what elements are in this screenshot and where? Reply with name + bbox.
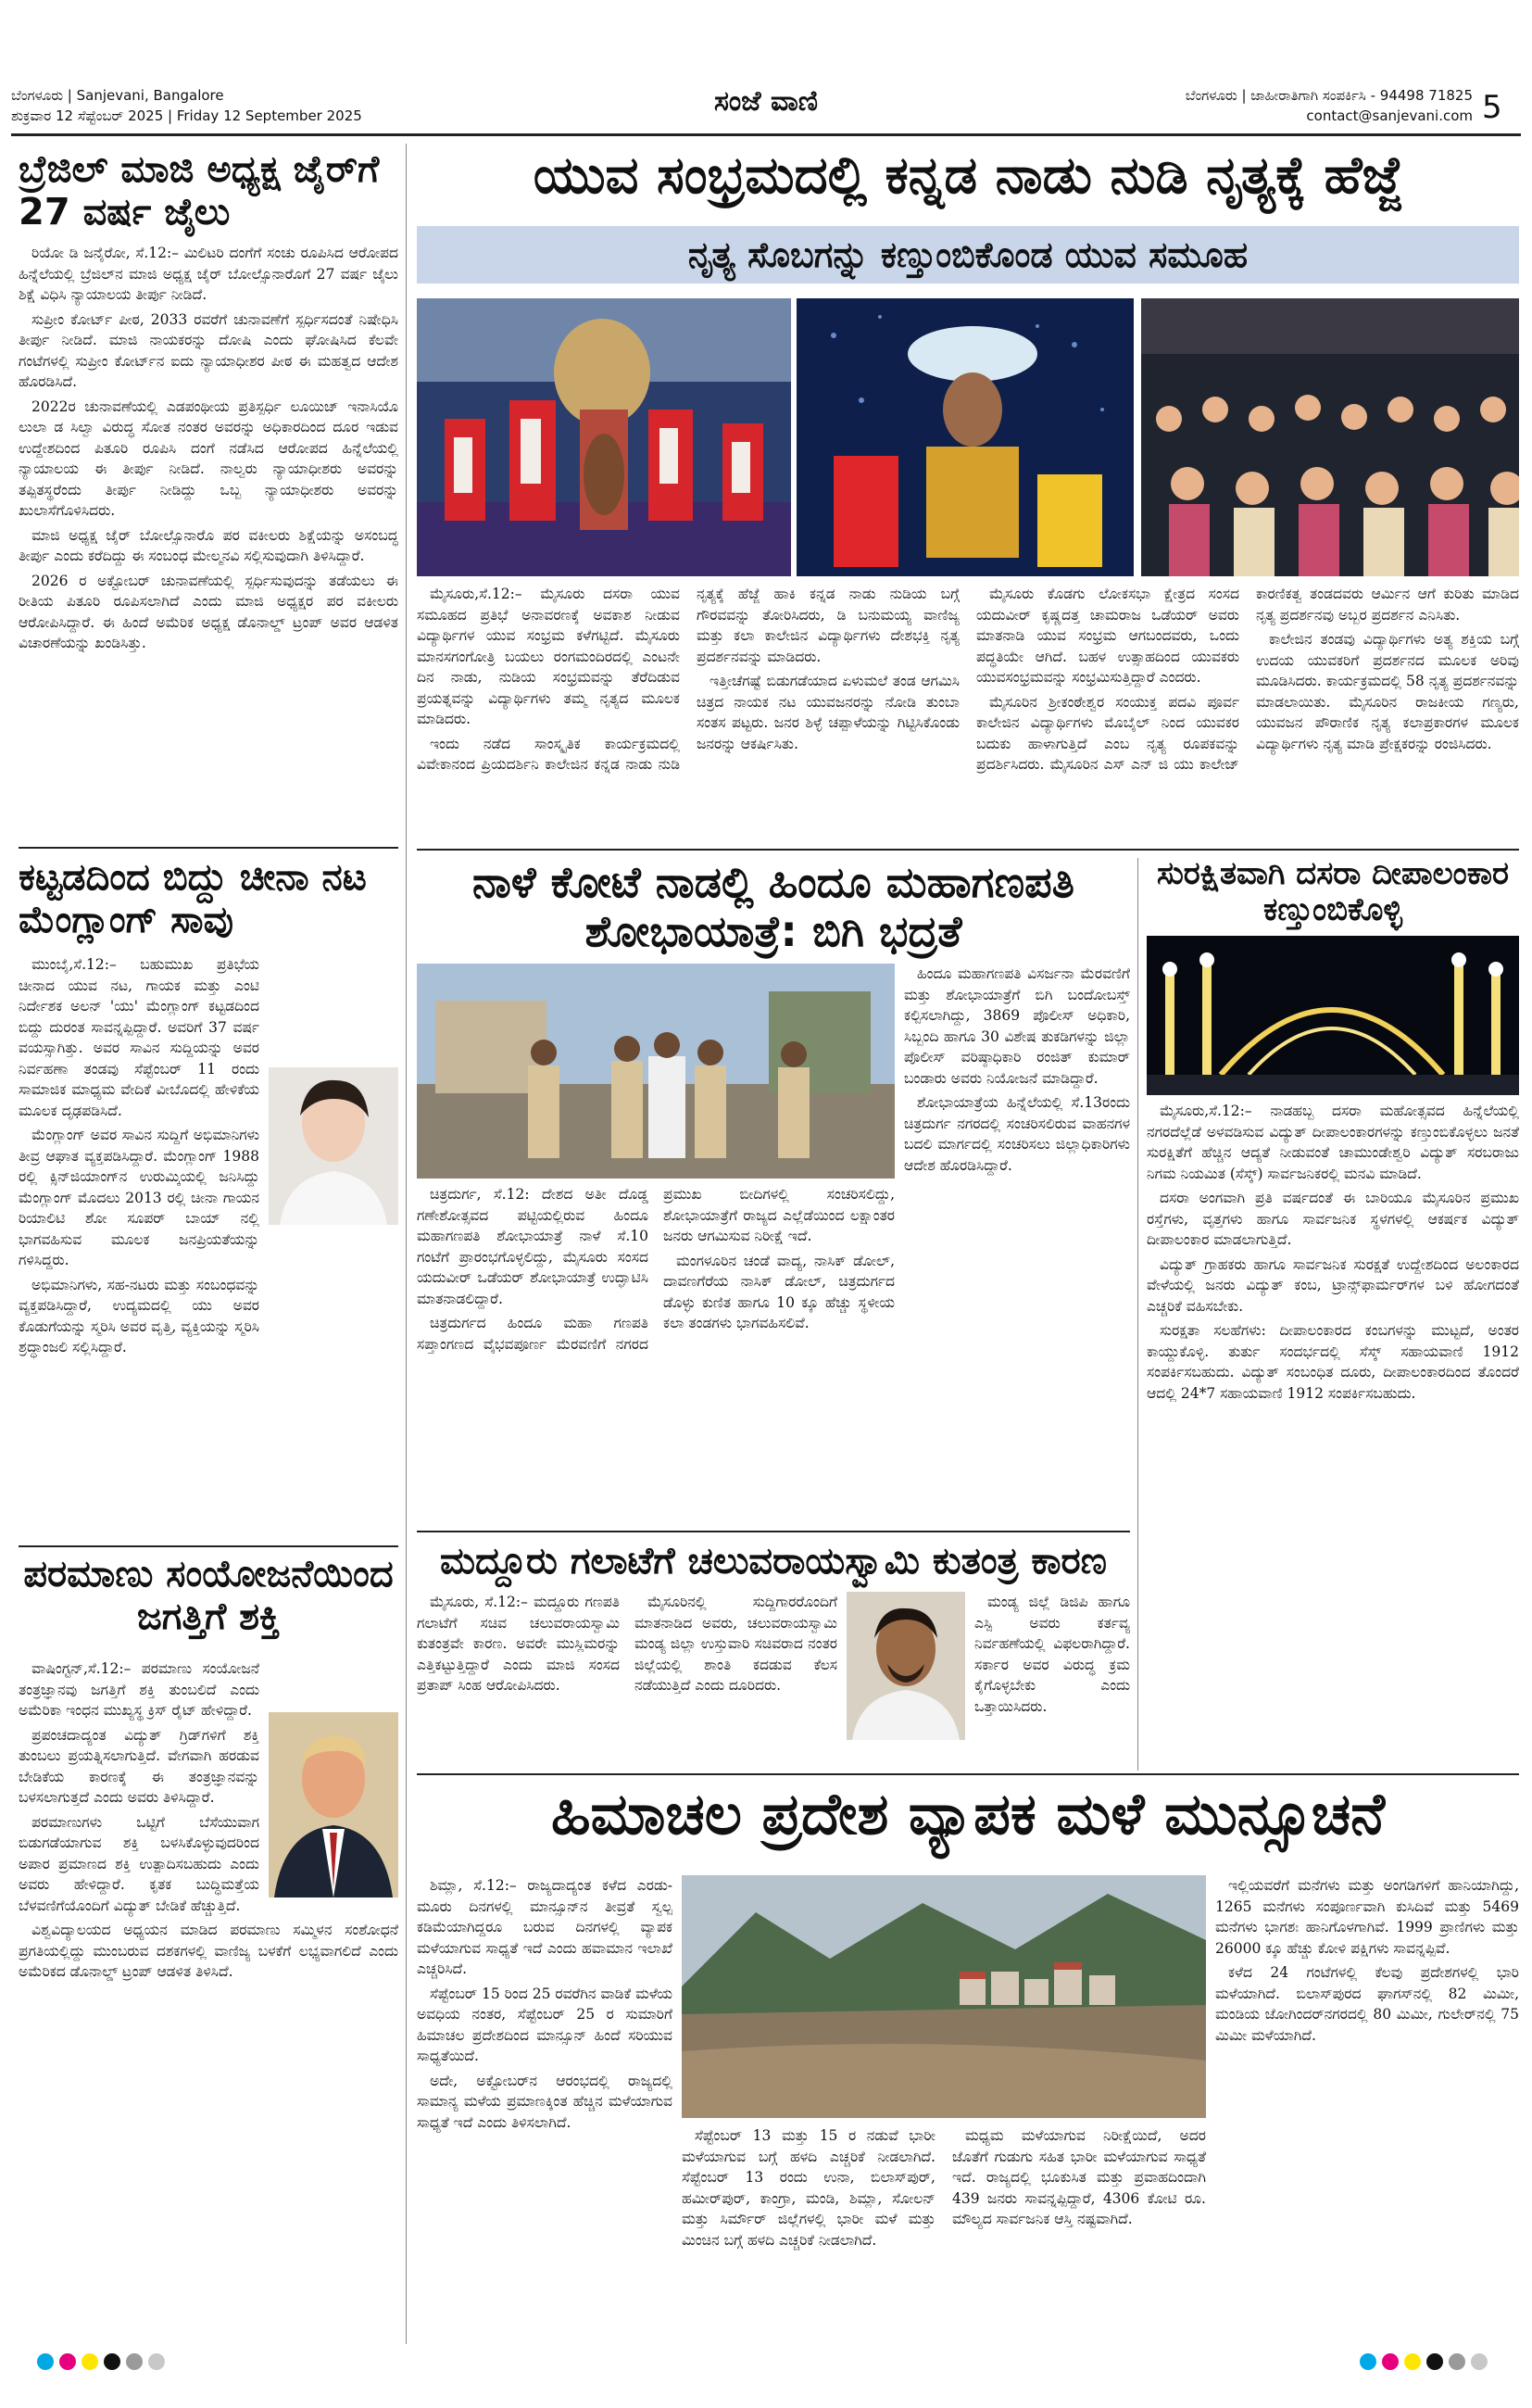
yellow-dot (82, 2353, 98, 2370)
edition-line: ಬೆಂಗಳೂರು | Sanjevani, Bangalore (11, 87, 224, 104)
lights-headline: ಸುರಕ್ಷಿತವಾಗಿ ದಸರಾ ದೀಪಾಲಂಕಾರ ಕಣ್ತುಂಬಿಕೊಳ್ಳಿ (1156, 855, 1510, 929)
bolsonaro-para: 2026 ರ ಅಕ್ಟೋಬರ್ ಚುನಾವಣೆಯಲ್ಲಿ ಸ್ಪರ್ಧಿಸುವುದನ್ನು ತಡೆಯಲು ಈ ರೀತಿಯ ಪಿತೂರಿ ರೂಪಿಸಲಾಗಿದೆ ಎಂದು ಮಾಜಿ ಅಧ್ಯಕ್ಷರ ಪರ ವಕೀಲರು ಆರೋಪಿಸಿದ್ದಾರೆ. ಈ ಹಿಂದೆ ಅಮೆರಿಕ ಅಧ್ಯಕ್ಷ ಡೊನಾಲ್ಡ್ ಟ್ರಂಪ್ ಅವರ ಆಡಳಿತ ವಿಚಾರಣೆಯನ್ನು ಖಂಡಿಸಿತ್ತು. (19, 572, 398, 651)
himachal-body-middle (682, 2125, 1206, 2339)
header-rule (11, 133, 1521, 136)
dance-headline: ಯುವ ಸಂಭ್ರಮದಲ್ಲಿ ಕನ್ನಡ ನಾಡು ನುಡಿ ನೃತ್ಯಕ್ಕೆ ಹೆಜ್ಜೆ (533, 145, 1403, 206)
column-rule (406, 144, 407, 2344)
himachal-para: ಸೆಪ್ಟೆಂಬರ್ 15 ರಿಂದ 25 ರವರೆಗಿನ ವಾಡಿಕೆ ಮಳೆಯ ಅವಧಿಯ ನಂತರ, ಸೆಪ್ಟೆಂಬರ್ 25 ರ ಸುಮಾರಿಗೆ ಹಿಮಾಚಲ ಪ್ರದೇಶದಿಂದ ಮಾನ್ಸೂನ್ ಹಿಂದೆ ಸರಿಯುವ ಸಾಧ್ಯತೆಯಿದೆ. (417, 1985, 672, 2064)
dance-para: ಮೈಸೂರು,ಸೆ.12:– ಮೈಸೂರು ದಸರಾ ಯುವ ಸಮೂಹದ ಪ್ರತಿಭೆ ಅನಾವರಣಕ್ಕೆ ಅವಕಾಶ ನೀಡುವ ವಿದ್ಯಾರ್ಥಿಗಳ ಯುವ ಸಂಭ್ರಮ ಕಳೆಗಟ್ಟಿದೆ. ಮೈಸೂರು ಮಾನಸಗಂಗೋತ್ರಿ ಬಯಲು ರಂಗಮಂದಿರದಲ್ಲಿ ಎಂಟನೇ ದಿನ ನಾಡು, ನುಡಿಯ ಸಂಭ್ರಮವನ್ನು ತೆರೆದಿಡುವ ಪ್ರಯತ್ನವನ್ನು ವಿದ್ಯಾರ್ಥಿಗಳು ತಮ್ಮ ನೃತ್ಯದ ಮೂಲಕ ಮಾಡಿದರು. (417, 586, 680, 727)
china-actor-para: ಅಭಿಮಾನಿಗಳು, ಸಹ-ನಟರು ಮತ್ತು ಸಂಬಂಧವನ್ನು ವ್ಯಕ್ತಪಡಿಸಿದ್ದಾರೆ, ಉದ್ಯಮದಲ್ಲಿ ಯು ಅವರ ಕೊಡುಗೆಯನ್ನು ಸ್ಮರಿಸಿ ಅವರ ವೃತ್ತಿ, ವ್ಯಕ್ತಿಯನ್ನು ಸ್ಮರಿಸಿ ಶ್ರದ್ಧಾಂಜಲಿ ಸಲ್ಲಿಸಿದ್ದಾರೆ. (19, 1276, 259, 1355)
bolsonaro-para: ಮಾಜಿ ಅಧ್ಯಕ್ಷ ಜೈರ್ ಬೋಲ್ಸೊನಾರೊ ಪರ ವಕೀಲರು ಶಿಕ್ಷೆಯನ್ನು ಅಸಂಬದ್ಧ ತೀರ್ಪು ಎಂದು ಕರೆದಿದ್ದು ಈ ಸಂಬಂಧ ಮೇಲ್ಮನವಿ ಸಲ್ಲಿಸುವುದಾಗಿ ತಿಳಿಸಿದ್ದಾರೆ. (19, 526, 398, 564)
ad-contact-line: ಬೆಂಗಳೂರು | ಜಾಹೀರಾತಿಗಾಗಿ ಸಂಪರ್ಕಿಸಿ - 94498 71825 (1185, 87, 1473, 104)
himachal-para: ಕಳೆದ 24 ಗಂಟೆಗಳಲ್ಲಿ ಕೆಲವು ಪ್ರದೇಶಗಳಲ್ಲಿ ಭಾರಿ ಮಳೆಯಾಗಿದೆ. ಬಿಲಾಸ್‌ಪುರದ ಘಾಗಸ್‌ನಲ್ಲಿ 82 ಮಿಮೀ, ಮಂಡಿಯ ಜೋಗಿಂದರ್‌ನಗರದಲ್ಲಿ 80 ಮಿಮೀ, ಗುಲೇರ್‌ನಲ್ಲಿ 75 ಮಿಮೀ ಮಳೆಯಾಗಿದೆ. (1215, 1964, 1519, 2044)
light-grey-dot (1471, 2353, 1488, 2370)
date-line: ಶುಕ್ರವಾರ 12 ಸೆಪ್ಟೆಂಬರ್ 2025 | Friday 12 September 2025 (11, 107, 362, 124)
himachal-para: ಶಿಮ್ಲಾ, ಸೆ.12:– ರಾಜ್ಯದಾದ್ಯಂತ ಕಳೆದ ಎರಡು-ಮೂರು ದಿನಗಳಲ್ಲಿ ಮಾನ್ಸೂನ್‌ನ ತೀವ್ರತೆ ಸ್ವಲ್ಪ ಕಡಿಮೆಯಾಗಿದ್ದರೂ ಬರುವ ದಿನಗಳಲ್ಲಿ ವ್ಯಾಪಕ ಮಳೆಯಾಗುವ ಸಾಧ್ಯತೆ ಇದೆ ಎಂದು ಹವಾಮಾನ ಇಲಾಖೆ ಎಚ್ಚರಿಸಿದೆ. (417, 1877, 672, 1977)
dance-para: ಇಂದು ನಡೆದ ಸಾಂಸ್ಕೃತಿಕ ಕಾರ್ಯಕ್ರಮದಲ್ಲಿ ವಿವೇಕಾನಂದ ಪ್ರಿಯದರ್ಶಿನಿ ಕಾಲೇಜಿನ ಕನ್ನಡ ನಾಡು ನುಡಿ ನೃತ್ಯಕ್ಕೆ ಹೆಜ್ಜೆ ಹಾಕಿ ಕನ್ನಡ ನಾಡು ನುಡಿಯ ಬಗ್ಗೆ ಗೌರವವನ್ನು ತೋರಿಸಿದರು, ಡಿ ಬನುಮಯ್ಯ ವಾಣಿಜ್ಯ ಮತ್ತು ಕಲಾ ಕಾಲೇಜಿನ ವಿದ್ಯಾರ್ಥಿಗಳು ದೇಶಭಕ್ತಿ ನೃತ್ಯ ಪ್ರದರ್ಶನವನ್ನು ಮಾಡಿದರು. (417, 586, 960, 773)
himachal-body-right (1215, 1875, 1519, 2339)
lights-para: ಸುರಕ್ಷತಾ ಸಲಹೆಗಳು: ದೀಪಾಲಂಕಾರದ ಕಂಬಗಳನ್ನು ಮುಟ್ಟದೆ, ಅಂತರ ಕಾಯ್ದುಕೊಳ್ಳಿ. ತುರ್ತು ಸಂದರ್ಭದಲ್ಲಿ ಸೆಸ್ಕ್ ಸಹಾಯವಾಣಿ 1912 ಸಂಪರ್ಕಿಸಬಹುದು. ವಿದ್ಯುತ್ ಸಂಬಂಧಿತ ದೂರು, ದೀಪಾಲಂಕಾರದಿಂದ ತೊಂದರೆ ಆದಲ್ಲಿ 24*7 ಸಹಾಯವಾಣಿ 1912 ಸಂಪರ್ಕಿಸಬಹುದು. (1147, 1322, 1519, 1402)
divider (19, 1545, 398, 1547)
nuclear-headline: ಪರಮಾಣು ಸಂಯೋಜನೆಯಿಂದ ಜಗತ್ತಿಗೆ ಶಕ್ತಿ (23, 1553, 394, 1638)
masthead-logo (648, 85, 884, 118)
black-dot (1426, 2353, 1443, 2370)
ganapati-body-right (904, 964, 1130, 1527)
ganapati-para: ಚಿತ್ರದುರ್ಗದ ಹಿಂದೂ ಮಹಾ ಗಣಪತಿ ಸಪ್ತಾಂಗಣದ ವೈಭವಪೂರ್ಣ ಮೆರವಣಿಗೆ ನಗರದ ಪ್ರಮುಖ ಬೀದಿಗಳಲ್ಲಿ ಸಂಚರಿಸಲಿದ್ದು, ಶೋಭಾಯಾತ್ರೆಗೆ ರಾಜ್ಯದ ಎಲ್ಲೆಡೆಯಿಂದ ಲಕ್ಷಾಂತರ ಜನರು ಆಗಮಿಸುವ ನಿರೀಕ್ಷೆ ಇದೆ. (417, 1186, 895, 1353)
magenta-dot (1382, 2353, 1399, 2370)
dance-para: ಮೈಸೂರಿನ ಶ್ರೀಕಂಠೇಶ್ವರ ಸಂಯುಕ್ತ ಪದವಿ ಪೂರ್ವ ಕಾಲೇಜಿನ ವಿದ್ಯಾರ್ಥಿಗಳು ಮೊಬೈಲ್ ನಿಂದ ಯುವಕರ ಬದುಕು ಹಾಳಾಗುತ್ತಿದೆ ಎಂಬ ನೃತ್ಯ ರೂಪಕವನ್ನು ಪ್ರದರ್ಶಿಸಿದರು. ಮೈಸೂರಿನ ಎಸ್ ಎನ್ ಜಿ ಯು ಕಾಲೇಜ್ ಕಾರಣಿಕತ್ವ ತಂಡದವರು ಆರ್ಮಿನ ಆಗೆ ಕುರಿತು ಮಾಡಿದ ನೃತ್ಯ ಪ್ರದರ್ಶನವು ಅಬ್ಬರ ಪ್ರದರ್ಶನ ಎನಿಸಿತು. (976, 586, 1519, 773)
grey-dot (126, 2353, 143, 2370)
color-registration-left (37, 2353, 165, 2370)
china-actor-para: ಮೆಂಗ್ಲಾಂಗ್ ಅವರ ಸಾವಿನ ಸುದ್ದಿಗೆ ಅಭಿಮಾನಿಗಳು ತೀವ್ರ ಆಘಾತ ವ್ಯಕ್ತಪಡಿಸಿದ್ದಾರೆ. ಮೆಂಗ್ಲಾಂಗ್ 1988 ರಲ್ಲಿ ಕ್ಸಿನ್‌ಜಿಯಾಂಗ್‌ನ ಉರುಮ್ಕಿಯಲ್ಲಿ ಜನಿಸಿದ್ದು ಮೆಂಗ್ಲಾಂಗ್ ಮೊದಲು 2013 ರಲ್ಲಿ ಚೀನಾ ಗಾಯನ ರಿಯಾಲಿಟಿ ಶೋ ಸೂಪರ್ ಬಾಯ್ ನಲ್ಲಿ ಭಾಗವಹಿಸುವ ಮೂಲಕ ಜನಪ್ರಿಯತೆಯನ್ನು ಗಳಿಸಿದ್ದರು. (19, 1127, 259, 1268)
minister-photo (847, 1592, 965, 1740)
himachal-para: ಇಲ್ಲಿಯವರೆಗೆ ಮನೆಗಳು ಮತ್ತು ಅಂಗಡಿಗಳಿಗೆ ಹಾನಿಯಾಗಿದ್ದು, 1265 ಮನೆಗಳು ಸಂಪೂರ್ಣವಾಗಿ ಕುಸಿದಿವೆ ಮತ್ತು 5469 ಮನೆಗಳು ಭಾಗಶಃ ಹಾನಿಗೊಳಗಾಗಿವೆ. 1999 ಪ್ರಾಣಿಗಳು ಮತ್ತು 26000 ಕ್ಕೂ ಹೆಚ್ಚು ಕೋಳಿ ಪಕ್ಷಿಗಳು ಸಾವನ್ನಪ್ಪಿವೆ. (1215, 1877, 1519, 1957)
nuclear-body (19, 1658, 398, 2326)
bolsonaro-para: ರಿಯೋ ಡಿ ಜನೈರೋ, ಸೆ.12:– ಮಿಲಿಟರಿ ದಂಗೆಗೆ ಸಂಚು ರೂಪಿಸಿದ ಆರೋಪದ ಹಿನ್ನೆಲೆಯಲ್ಲಿ ಬ್ರೆಜಿಲ್‌ನ ಮಾಜಿ ಅಧ್ಯಕ್ಷ ಜೈರ್ ಬೋಲ್ಸೊನಾರೊಗೆ 27 ವರ್ಷ ಜೈಲು ಶಿಕ್ಷೆ ವಿಧಿಸಿ ನ್ಯಾಯಾಲಯ ತೀರ್ಪು ನೀಡಿದೆ. (19, 245, 398, 303)
himachal-para: ಅದೇ, ಅಕ್ಟೋಬರ್‌ನ ಆರಂಭದಲ್ಲಿ ರಾಜ್ಯದಲ್ಲಿ ಸಾಮಾನ್ಯ ಮಳೆಯ ಪ್ರಮಾಣಕ್ಕಿಂತ ಹೆಚ್ಚಿನ ಮಳೆಯಾಗುವ ಸಾಧ್ಯತೆ ಇದೆ ಎಂದು ತಿಳಿಸಲಾಗಿದೆ. (417, 2072, 672, 2131)
light-grey-dot (148, 2353, 165, 2370)
audience-photo (1141, 298, 1519, 576)
dance-para: ಇತ್ತೀಚೆಗಷ್ಟೆ ಬಿಡುಗಡೆಯಾದ ಏಳುಮಲೆ ತಂಡ ಆಗಮಿಸಿ ಚಿತ್ರದ ನಾಯಕ ನಟ ಯುವಜನರನ್ನು ನೋಡಿ ತುಂಬಾ ಸಂತಸ ಪಟ್ಟರು. ಜನರ ಶಿಳ್ಳೆ ಚಪ್ಪಾಳೆಯನ್ನು ಗಿಟ್ಟಿಸಿಕೊಂಡು ಜನರನ್ನು ಆಕರ್ಷಿಸಿತು. (697, 673, 960, 752)
maddur-para: ಮೈಸೂರು, ಸೆ.12:– ಮದ್ದೂರು ಗಣಪತಿ ಗಲಾಟೆಗೆ ಸಚಿವ ಚಲುವರಾಯಸ್ವಾಮಿ ಕುತಂತ್ರವೇ ಕಾರಣ. ಅವರೇ ಮುಸ್ಲಿಮರನ್ನು ಎತ್ತಿಕಟ್ಟುತ್ತಿದ್ದಾರೆ ಎಂದು ಮಾಜಿ ಸಂಸದ ಪ್ರತಾಪ್ ಸಿಂಹ ಆರೋಪಿಸಿದರು. (417, 1594, 620, 1694)
maddur-headline: ಮದ್ದೂರು ಗಲಾಟೆಗೆ ಚಲುವರಾಯಸ್ವಾಮಿ ಕುತಂತ್ರ ಕಾರಣ (439, 1540, 1108, 1582)
ganapati-para: ಚಿತ್ರದುರ್ಗ, ಸೆ.12: ದೇಶದ ಅತೀ ದೊಡ್ಡ ಗಣೇಶೋತ್ಸವದ ಪಟ್ಟಿಯಲ್ಲಿರುವ ಹಿಂದೂ ಮಹಾಗಣಪತಿ ಶೋಭಾಯಾತ್ರೆ ನಾಳೆ ಸೆ.10 ಗಂಟೆಗೆ ಪ್ರಾರಂಭಗೊಳ್ಳಲಿದ್ದು, ಮೈಸೂರು ಸಂಸದ ಯದುವೀರ್ ಒಡೆಯರ್ ಶೋಭಾಯಾತ್ರೆ ಉದ್ಘಾಟಿಸಿ ಮಾತನಾಡಲಿದ್ದಾರೆ. (417, 1186, 648, 1307)
bolsonaro-headline: ಬ್ರೆಜಿಲ್ ಮಾಜಿ ಅಧ್ಯಕ್ಷ ಜೈರ್‌ಗೆ 27 ವರ್ಷ ಜೈಲು (19, 148, 380, 233)
nuclear-para: ಪ್ರಪಂಚದಾದ್ಯಂತ ವಿದ್ಯುತ್ ಗ್ರಿಡ್‌ಗಳಿಗೆ ಶಕ್ತಿ ತುಂಬಲು ಪ್ರಯತ್ನಿಸಲಾಗುತ್ತಿದೆ. ವೇಗವಾಗಿ ಹರಡುವ ಬೇಡಿಕೆಯ ಕಾರಣಕ್ಕೆ ಈ ತಂತ್ರಜ್ಞಾನವನ್ನು ಬಳಸಲಾಗುತ್ತದೆ ಎಂದು ಅವರು ತಿಳಿಸಿದ್ದಾರೆ. (19, 1726, 259, 1806)
nuclear-para: ವಿಶ್ವವಿದ್ಯಾಲಯದ ಅಧ್ಯಯನ ಮಾಡಿದ ಪರಮಾಣು ಸಮ್ಮಿಳನ ಸಂಶೋಧನೆ ಪ್ರಗತಿಯಲ್ಲಿದ್ದು ಮುಂಬರುವ ದಶಕಗಳಲ್ಲಿ ವಾಣಿಜ್ಯ ಬಳಕೆಗೆ ಲಭ್ಯವಾಗಲಿದೆ ಎಂದು ಅಮೆರಿಕದ ಡೊನಾಲ್ಡ್ ಟ್ರಂಪ್ ಆಡಳಿತ ತಿಳಿಸಿದೆ. (19, 1922, 398, 1980)
ganapati-body-left (417, 1184, 895, 1527)
dance-photo-1 (417, 298, 791, 576)
flood-photo (682, 1875, 1206, 2118)
column-rule (1137, 858, 1138, 1771)
lights-photo (1147, 936, 1519, 1095)
ganapati-para: ಹಿಂದೂ ಮಹಾಗಣಪತಿ ವಿಸರ್ಜನಾ ಮೆರವಣಿಗೆ ಮತ್ತು ಶೋಭಾಯಾತ್ರೆಗೆ ಬಿಗಿ ಬಂದೋಬಸ್ತ್ ಕಲ್ಪಿಸಲಾಗಿದ್ದು, 3869 ಪೊಲೀಸ್ ಅಧಿಕಾರಿ, ಸಿಬ್ಬಂದಿ ಹಾಗೂ 30 ವಿಶೇಷ ತುಕಡಿಗಳನ್ನು ಜಿಲ್ಲಾ ಪೊಲೀಸ್ ವರಿಷ್ಠಾಧಿಕಾರಿ ರಂಜಿತ್ ಕುಮಾರ್ ಬಂಡಾರು ಅವರು ನಿಯೋಜನೆ ಮಾಡಿದ್ದಾರೆ. (904, 965, 1130, 1087)
nuclear-para: ಪರಮಾಣುಗಳು ಒಟ್ಟಿಗೆ ಬೆಸೆಯುವಾಗ ಬಿಡುಗಡೆಯಾಗುವ ಶಕ್ತಿ ಬಳಸಿಕೊಳ್ಳುವುದರಿಂದ ಅಪಾರ ಪ್ರಮಾಣದ ಶಕ್ತಿ ಉತ್ಪಾದಿಸಬಹುದು ಎಂದು ಅವರು ಹೇಳಿದ್ದಾರೆ. ಕೃತಕ ಬುದ್ಧಿಮತ್ತೆಯ ಬೆಳವಣಿಗೆಯೊಂದಿಗೆ ವಿದ್ಯುತ್ ಬೇಡಿಕೆ ಹೆಚ್ಚುತ್ತಿದೆ. (19, 1813, 259, 1914)
himachal-para: ಸೆಪ್ಟೆಂಬರ್ 13 ಮತ್ತು 15 ರ ನಡುವೆ ಭಾರೀ ಮಳೆಯಾಗುವ ಬಗ್ಗೆ ಹಳದಿ ಎಚ್ಚರಿಕೆ ನೀಡಲಾಗಿದೆ. ಸೆಪ್ಟೆಂಬರ್ 13 ರಂದು ಉನಾ, ಬಿಲಾಸ್‌ಪುರ್, ಹಮೀರ್‌ಪುರ್, ಕಾಂಗ್ರಾ, ಮಂಡಿ, ಶಿಮ್ಲಾ, ಸೋಲನ್ ಮತ್ತು ಸಿರ್ಮೌರ್ ಜಿಲ್ಲೆಗಳಲ್ಲಿ ಭಾರೀ ಮಳೆ ಮತ್ತು ಮಿಂಚಿನ ಬಗ್ಗೆ ಹಳದಿ ಎಚ್ಚರಿಕೆ ನೀಡಲಾಗಿದೆ. (682, 2127, 936, 2249)
dance-body (417, 584, 1519, 843)
dance-photo-2 (797, 298, 1134, 576)
himachal-para: ಮಧ್ಯಮ ಮಳೆಯಾಗುವ ನಿರೀಕ್ಷೆಯಿದೆ, ಅದರ ಜೊತೆಗೆ ಗುಡುಗು ಸಹಿತ ಭಾರೀ ಮಳೆಯಾಗುವ ಸಾಧ್ಯತೆ ಇದೆ. ರಾಜ್ಯದಲ್ಲಿ ಭೂಕುಸಿತ ಮತ್ತು ಪ್ರವಾಹದಿಂದಾಗಿ 439 ಜನರು ಸಾವನ್ನಪ್ಪಿದ್ದಾರೆ, 4306 ಕೋಟಿ ರೂ. ಮೌಲ್ಯದ ಸಾರ್ವಜನಿಕ ಆಸ್ತಿ ನಷ್ಟವಾಗಿದೆ. (952, 2127, 1206, 2227)
maddur-para: ಮೈಸೂರಿನಲ್ಲಿ ಸುದ್ದಿಗಾರರೊಂದಿಗೆ ಮಾತನಾಡಿದ ಅವರು, ಚಲುವರಾಯಸ್ವಾಮಿ ಮಂಡ್ಯ ಜಿಲ್ಲಾ ಉಸ್ತುವಾರಿ ಸಚಿವರಾದ ನಂತರ ಜಿಲ್ಲೆಯಲ್ಲಿ ಶಾಂತಿ ಕದಡುವ ಕೆಲಸ ನಡೆಯುತ್ತಿದೆ ಎಂದು ದೂರಿದರು. (634, 1594, 837, 1694)
bolsonaro-para: ಸುಪ್ರೀಂ ಕೋರ್ಟ್ ಪೀಠ, 2033 ರವರೆಗೆ ಚುನಾವಣೆಗೆ ಸ್ಪರ್ಧಿಸದಂತೆ ನಿಷೇಧಿಸಿ ತೀರ್ಪು ನೀಡಿದೆ. ಮಾಜಿ ನಾಯಕರನ್ನು ದೋಷಿ ಎಂದು ಘೋಷಿಸಿದ ಕೆಲವೇ ಗಂಟೆಗಳಲ್ಲಿ ಸುಪ್ರೀಂ ಕೋರ್ಟ್‌ನ ಐದು ನ್ಯಾಯಾಧೀಶರ ಪೀಠ ಈ ಮಹತ್ವದ ಆದೇಶ ಹೊರಡಿಸಿದೆ. (19, 310, 398, 390)
page-number: 5 (1482, 89, 1502, 126)
ganapati-para: ಮಂಗಳೂರಿನ ಚಂಡೆ ವಾದ್ಯ, ನಾಸಿಕ್ ಡೋಲ್, ದಾವಣಗೆರೆಯ ನಾಸಿಕ್ ಡೋಲ್, ಚಿತ್ರದುರ್ಗದ ಡೊಳ್ಳು ಕುಣಿತ ಹಾಗೂ 10 ಕ್ಕೂ ಹೆಚ್ಚು ಸ್ಥಳೀಯ ಕಲಾ ತಂಡಗಳು ಭಾಗವಹಿಸಲಿವೆ. (663, 1252, 895, 1331)
grey-dot (1449, 2353, 1465, 2370)
himachal-body-left (417, 1875, 672, 2339)
email-line: contact@sanjevani.com (1306, 107, 1473, 124)
china-actor-headline: ಕಟ್ಟಡದಿಂದ ಬಿದ್ದು ಚೀನಾ ನಟ ಮೆಂಗ್ಲಾಂಗ್ ಸಾವು (19, 856, 367, 941)
lights-body (1147, 1101, 1519, 1768)
bolsonaro-body (19, 243, 398, 836)
police-photo (417, 964, 895, 1179)
maddur-body-left (417, 1592, 837, 1768)
black-dot (104, 2353, 120, 2370)
masthead-title: ಸಂಜೆ ವಾಣಿ (713, 85, 819, 118)
maddur-body-right (974, 1592, 1130, 1768)
header-left (11, 85, 419, 126)
ganapati-para: ಶೋಭಾಯಾತ್ರೆಯ ಹಿನ್ನೆಲೆಯಲ್ಲಿ ಸೆ.13ರಂದು ಚಿತ್ರದುರ್ಗ ನಗರದಲ್ಲಿ ಸಂಚರಿಸಲಿರುವ ವಾಹನಗಳ ಬದಲಿ ಮಾರ್ಗದಲ್ಲಿ ಸಂಚರಿಸಲು ಜಿಲ್ಲಾಧಿಕಾರಿಗಳು ಆದೇಶ ಹೊರಡಿಸಿದ್ದಾರೆ. (904, 1094, 1130, 1174)
header-right (1102, 85, 1473, 126)
china-actor-para: ಮುಂಬೈ,ಸೆ.12:– ಬಹುಮುಖ ಪ್ರತಿಭೆಯ ಚೀನಾದ ಯುವ ನಟ, ಗಾಯಕ ಮತ್ತು ಎಂಟಿ ನಿರ್ದೇಶಕ ಅಲನ್ 'ಯು' ಮೆಂಗ್ಲಾಂಗ್ ಕಟ್ಟಡದಿಂದ ಬಿದ್ದು ದುರಂತ ಸಾವನ್ನಪ್ಪಿದ್ದಾರೆ. ಅವರಿಗೆ 37 ವರ್ಷ ವಯಸ್ಸಾಗಿತ್ತು. ಅವರ ಸಾವಿನ ಸುದ್ದಿಯನ್ನು ಅವರ ನಿರ್ವಹಣಾ ತಂಡವು ಸೆಪ್ಟೆಂಬರ್ 11 ರಂದು ಸಾಮಾಜಿಕ ಮಾಧ್ಯಮ ವೇದಿಕೆ ವೀಬೊದಲ್ಲಿ ಹೇಳಿಕೆಯ ಮೂಲಕ ದೃಢಪಡಿಸಿದೆ. (19, 956, 259, 1119)
divider (417, 1531, 1130, 1532)
magenta-dot (59, 2353, 76, 2370)
lights-para: ಮೈಸೂರು,ಸೆ.12:– ನಾಡಹಬ್ಬ ದಸರಾ ಮಹೋತ್ಸವದ ಹಿನ್ನೆಲೆಯಲ್ಲಿ ನಗರದೆಲ್ಲೆಡೆ ಅಳವಡಿಸುವ ವಿದ್ಯುತ್ ದೀಪಾಲಂಕಾರಗಳನ್ನು ಕಣ್ತುಂಬಿಕೊಳ್ಳಲು ಜನತೆ ಸುರಕ್ಷಿತೆಗೆ ಹೆಚ್ಚಿನ ಆದ್ಯತೆ ನೀಡುವಂತೆ ಚಾಮುಂಡೇಶ್ವರಿ ವಿದ್ಯುತ್ ಸರಬರಾಜು ನಿಗಮ ನಿಯಮಿತ (ಸೆಸ್ಕ್) ಸಾರ್ವಜನಿಕರಲ್ಲಿ ಮನವಿ ಮಾಡಿದೆ. (1147, 1103, 1519, 1182)
divider (417, 1773, 1519, 1775)
ganapati-headline: ನಾಳೆ ಕೋಟೆ ನಾಡಲ್ಲಿ ಹಿಂದೂ ಮಹಾಗಣಪತಿ ಶೋಭಾಯಾತ್ರೆ: ಬಿಗಿ ಭದ್ರತೆ (472, 857, 1074, 956)
divider (417, 849, 1519, 851)
lights-para: ವಿದ್ಯುತ್ ಗ್ರಾಹಕರು ಹಾಗೂ ಸಾರ್ವಜನಿಕ ಸುರಕ್ಷತೆ ಉದ್ದೇಶದಿಂದ ಅಲಂಕಾರದ ವೇಳೆಯಲ್ಲಿ ಜನರು ವಿದ್ಯುತ್ ಕಂಬ, ಟ್ರಾನ್ಸ್‌ಫಾರ್ಮರ್‌ಗಳ ಬಳಿ ಹೋಗದಂತೆ ಎಚ್ಚರಿಕೆ ವಹಿಸಬೇಕು. (1147, 1255, 1519, 1315)
divider (19, 847, 398, 849)
nuclear-para: ವಾಷಿಂಗ್ಟನ್,ಸೆ.12:– ಪರಮಾಣು ಸಂಯೋಜನೆ ತಂತ್ರಜ್ಞಾನವು ಜಗತ್ತಿಗೆ ಶಕ್ತಿ ತುಂಬಲಿದೆ ಎಂದು ಅಮೆರಿಕಾ ಇಂಧನ ಮುಖ್ಯಸ್ಥ ಕ್ರಿಸ್ ರೈಟ್ ಹೇಳಿದ್ದಾರೆ. (19, 1660, 259, 1719)
lights-para: ದಸರಾ ಅಂಗವಾಗಿ ಪ್ರತಿ ವರ್ಷದಂತೆ ಈ ಬಾರಿಯೂ ಮೈಸೂರಿನ ಪ್ರಮುಖ ರಸ್ತೆಗಳು, ವೃತ್ತಗಳು ಹಾಗೂ ಸಾರ್ವಜನಿಕ ಸ್ಥಳಗಳಲ್ಲಿ ಆಕರ್ಷಕ ವಿದ್ಯುತ್ ದೀಪಾಲಂಕಾರ ಮಾಡಲಾಗುತ್ತಿದೆ. (1147, 1190, 1519, 1248)
dance-subheadline: ನೃತ್ಯ ಸೊಬಗನ್ನು ಕಣ್ತುಂಬಿಕೊಂಡ ಯುವ ಸಮೂಹ (687, 234, 1249, 275)
color-registration-right (1360, 2353, 1488, 2370)
cyan-dot (1360, 2353, 1376, 2370)
dance-para: ಕಾಲೇಜಿನ ತಂಡವು ವಿದ್ಯಾರ್ಥಿಗಳು ಅತ್ಯ ಶಕ್ತಿಯ ಬಗ್ಗೆ ಉದಯ ಯುವಕರಿಗೆ ಪ್ರದರ್ಶನದ ಮೂಲಕ ಅರಿವು ಮೂಡಿಸಿದರು. ಕಾರ್ಯಕ್ರಮದಲ್ಲಿ 58 ನೃತ್ಯ ಪ್ರದರ್ಶನವನ್ನು ಮಾಡಲಾಯಿತು. ಮೈಸೂರಿನ ರಾಜಕೀಯ ಗಣ್ಯರು, ಯುವಜನ ಪೌರಾಣಿಕ ನೃತ್ಯ ಕಲಾಪ್ರಕಾರಗಳ ಮೂಲಕ ವಿದ್ಯಾರ್ಥಿಗಳು ನೃತ್ಯ ಮಾಡಿ ಪ್ರೇಕ್ಷಕರನ್ನು ರಂಜಿಸಿದರು. (1256, 631, 1519, 752)
bolsonaro-para: 2022ರ ಚುನಾವಣೆಯಲ್ಲಿ ಎಡಪಂಥೀಯ ಪ್ರತಿಸ್ಪರ್ಧಿ ಲೂಯಿಜ್ ಇನಾಸಿಯೊ ಲುಲಾ ಡ ಸಿಲ್ವಾ ವಿರುದ್ಧ ಸೋತ ನಂತರ ಅವರನ್ನು ಅಧಿಕಾರದಿಂದ ದೂರ ಇಡುವ ಉದ್ದೇಶದಿಂದ ಪಿತೂರಿ ರೂಪಿಸಿ ದಂಗೆ ನಡೆಸಿದ ಆರೋಪದ ಹಿನ್ನೆಲೆಯಲ್ಲಿ ನ್ಯಾಯಾಲಯ ಈ ತೀರ್ಪು ನೀಡಿದೆ. ನಾಲ್ವರು ನ್ಯಾಯಾಧೀಶರು ಅವರನ್ನು ತಪ್ಪಿತಸ್ಥರೆಂದು ತೀರ್ಪು ನೀಡಿದ್ದು ಒಬ್ಬ ನ್ಯಾಯಾಧೀಶರು ಅವರನ್ನು ಖುಲಾಸೆಗೊಳಿಸಿದರು. (19, 397, 398, 519)
cyan-dot (37, 2353, 54, 2370)
dance-subheadline-band (417, 226, 1519, 284)
yellow-dot (1404, 2353, 1421, 2370)
china-actor-body (19, 954, 398, 1538)
dance-para: ಮೈಸೂರು ಕೊಡಗು ಲೋಕಸಭಾ ಕ್ಷೇತ್ರದ ಸಂಸದ ಯದುವೀರ್ ಕೃಷ್ಣದತ್ತ ಚಾಮರಾಜ ಒಡೆಯರ್ ಅವರು ಮಾತನಾಡಿ ಯುವ ಸಂಭ್ರಮ ಆಗಬಂದವರು, ಒಂದು ಪದ್ಧತಿಯೇ ಆಗಿದೆ. ಬಹಳ ಉತ್ಸಾಹದಿಂದ ಯುವಕರು ಯುವಸಂಭ್ರಮವನ್ನು ಸಂಭ್ರಮಿಸುತ್ತಿದ್ದಾರೆ ಎಂದರು. (976, 586, 1239, 686)
himachal-headline: ಹಿಮಾಚಲ ಪ್ರದೇಶ ವ್ಯಾಪಕ ಮಳೆ ಮುನ್ಸೂಚನೆ (550, 1780, 1386, 1847)
maddur-para: ಮಂಡ್ಯ ಜಿಲ್ಲೆ ಡಿಜಿಪಿ ಹಾಗೂ ಎಸ್ಪಿ ಅವರು ಕರ್ತವ್ಯ ನಿರ್ವಹಣೆಯಲ್ಲಿ ವಿಫಲರಾಗಿದ್ದಾರೆ. ಸರ್ಕಾರ ಅವರ ವಿರುದ್ಧ ಕ್ರಮ ಕೈಗೊಳ್ಳಬೇಕು ಎಂದು ಒತ್ತಾಯಿಸಿದರು. (974, 1594, 1130, 1715)
